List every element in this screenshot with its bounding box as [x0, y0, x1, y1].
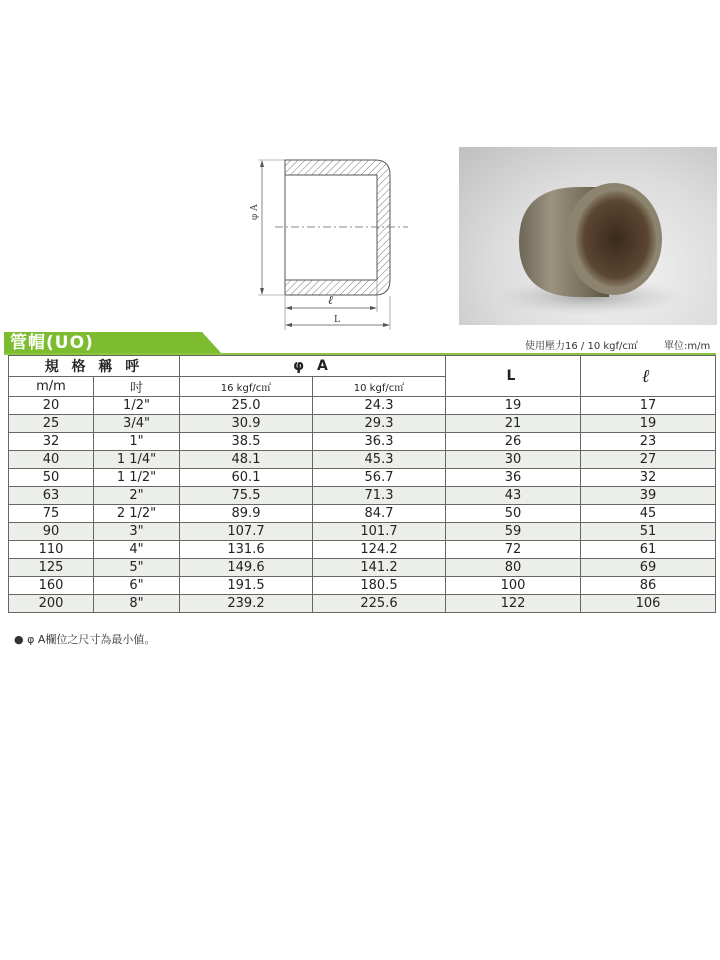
cell-inch: 3/4": [94, 415, 180, 433]
cell-inch: 5": [94, 559, 180, 577]
cell-inch: 1/2": [94, 397, 180, 415]
cell-a16: 38.5: [180, 433, 313, 451]
cell-mm: 63: [9, 487, 94, 505]
table-row: [9, 577, 716, 595]
cell-inch: 2 1/2": [94, 505, 180, 523]
cell-inch: 1 1/4": [94, 451, 180, 469]
table-row: [9, 415, 716, 433]
diameter-label: φ A: [250, 204, 260, 220]
header-inch: 吋: [94, 377, 180, 397]
cell-L: 21: [446, 415, 581, 433]
cell-a10: 45.3: [313, 451, 446, 469]
cell-L: 43: [446, 487, 581, 505]
cell-l: 106: [581, 595, 716, 613]
cell-l: 51: [581, 523, 716, 541]
cell-a10: 124.2: [313, 541, 446, 559]
cell-inch: 1": [94, 433, 180, 451]
cell-a10: 180.5: [313, 577, 446, 595]
cell-l: 61: [581, 541, 716, 559]
table-row: [9, 433, 716, 451]
cell-L: 72: [446, 541, 581, 559]
cell-L: 59: [446, 523, 581, 541]
cell-a16: 30.9: [180, 415, 313, 433]
cell-mm: 90: [9, 523, 94, 541]
cell-a10: 24.3: [313, 397, 446, 415]
cell-l: 69: [581, 559, 716, 577]
cell-a16: 48.1: [180, 451, 313, 469]
product-photo: [459, 147, 717, 325]
l-small-label: ℓ: [328, 293, 333, 307]
table-row: [9, 541, 716, 559]
header-diameter: φ A: [180, 356, 446, 377]
cell-mm: 32: [9, 433, 94, 451]
header-10kgf: 10 kgf/c㎡: [313, 377, 446, 397]
cell-a10: 225.6: [313, 595, 446, 613]
table-row: [9, 559, 716, 577]
cell-L: 100: [446, 577, 581, 595]
cell-inch: 2": [94, 487, 180, 505]
table-row: [9, 487, 716, 505]
header-L: L: [446, 356, 581, 397]
cell-a16: 107.7: [180, 523, 313, 541]
cell-L: 30: [446, 451, 581, 469]
cell-inch: 3": [94, 523, 180, 541]
cell-inch: 1 1/2": [94, 469, 180, 487]
cell-L: 19: [446, 397, 581, 415]
page-title: 管帽(UO): [10, 333, 94, 353]
cell-mm: 20: [9, 397, 94, 415]
cell-a16: 25.0: [180, 397, 313, 415]
pipe-cap-technical-drawing: [240, 140, 430, 340]
cell-l: 27: [581, 451, 716, 469]
cell-inch: 4": [94, 541, 180, 559]
cell-a16: 149.6: [180, 559, 313, 577]
cell-a10: 56.7: [313, 469, 446, 487]
specification-table: [8, 355, 716, 613]
table-row: [9, 451, 716, 469]
cell-inch: 6": [94, 577, 180, 595]
footnote: ● φ A欄位之尺寸為最小値。: [14, 633, 156, 646]
cell-L: 26: [446, 433, 581, 451]
header-l: ℓ: [581, 356, 716, 397]
cell-l: 23: [581, 433, 716, 451]
pressure-note: 使用壓力16 / 10 kgf/c㎡: [525, 341, 638, 352]
header-mm: m/m: [9, 377, 94, 397]
cell-inch: 8": [94, 595, 180, 613]
cell-a10: 84.7: [313, 505, 446, 523]
unit-note: 單位:m/m: [664, 341, 711, 352]
cell-a16: 75.5: [180, 487, 313, 505]
cell-mm: 160: [9, 577, 94, 595]
cell-L: 80: [446, 559, 581, 577]
cell-mm: 50: [9, 469, 94, 487]
cell-a10: 141.2: [313, 559, 446, 577]
cell-a10: 101.7: [313, 523, 446, 541]
cell-l: 17: [581, 397, 716, 415]
cell-L: 36: [446, 469, 581, 487]
cell-a16: 131.6: [180, 541, 313, 559]
cell-a10: 36.3: [313, 433, 446, 451]
cell-a16: 239.2: [180, 595, 313, 613]
table-row: [9, 469, 716, 487]
cell-mm: 40: [9, 451, 94, 469]
header-spec: 規 格 稱 呼: [9, 356, 180, 377]
table-row: [9, 595, 716, 613]
header-16kgf: 16 kgf/c㎡: [180, 377, 313, 397]
cell-a10: 29.3: [313, 415, 446, 433]
table-row: [9, 397, 716, 415]
table-row: [9, 523, 716, 541]
cell-mm: 200: [9, 595, 94, 613]
cell-l: 86: [581, 577, 716, 595]
cell-a16: 191.5: [180, 577, 313, 595]
cell-mm: 125: [9, 559, 94, 577]
cell-mm: 25: [9, 415, 94, 433]
l-big-label: L: [334, 315, 340, 325]
cell-L: 50: [446, 505, 581, 523]
cell-l: 32: [581, 469, 716, 487]
cell-l: 39: [581, 487, 716, 505]
cell-a16: 60.1: [180, 469, 313, 487]
cell-mm: 110: [9, 541, 94, 559]
cell-mm: 75: [9, 505, 94, 523]
cell-a16: 89.9: [180, 505, 313, 523]
cell-L: 122: [446, 595, 581, 613]
cell-l: 45: [581, 505, 716, 523]
cell-a10: 71.3: [313, 487, 446, 505]
table-row: [9, 505, 716, 523]
cell-l: 19: [581, 415, 716, 433]
